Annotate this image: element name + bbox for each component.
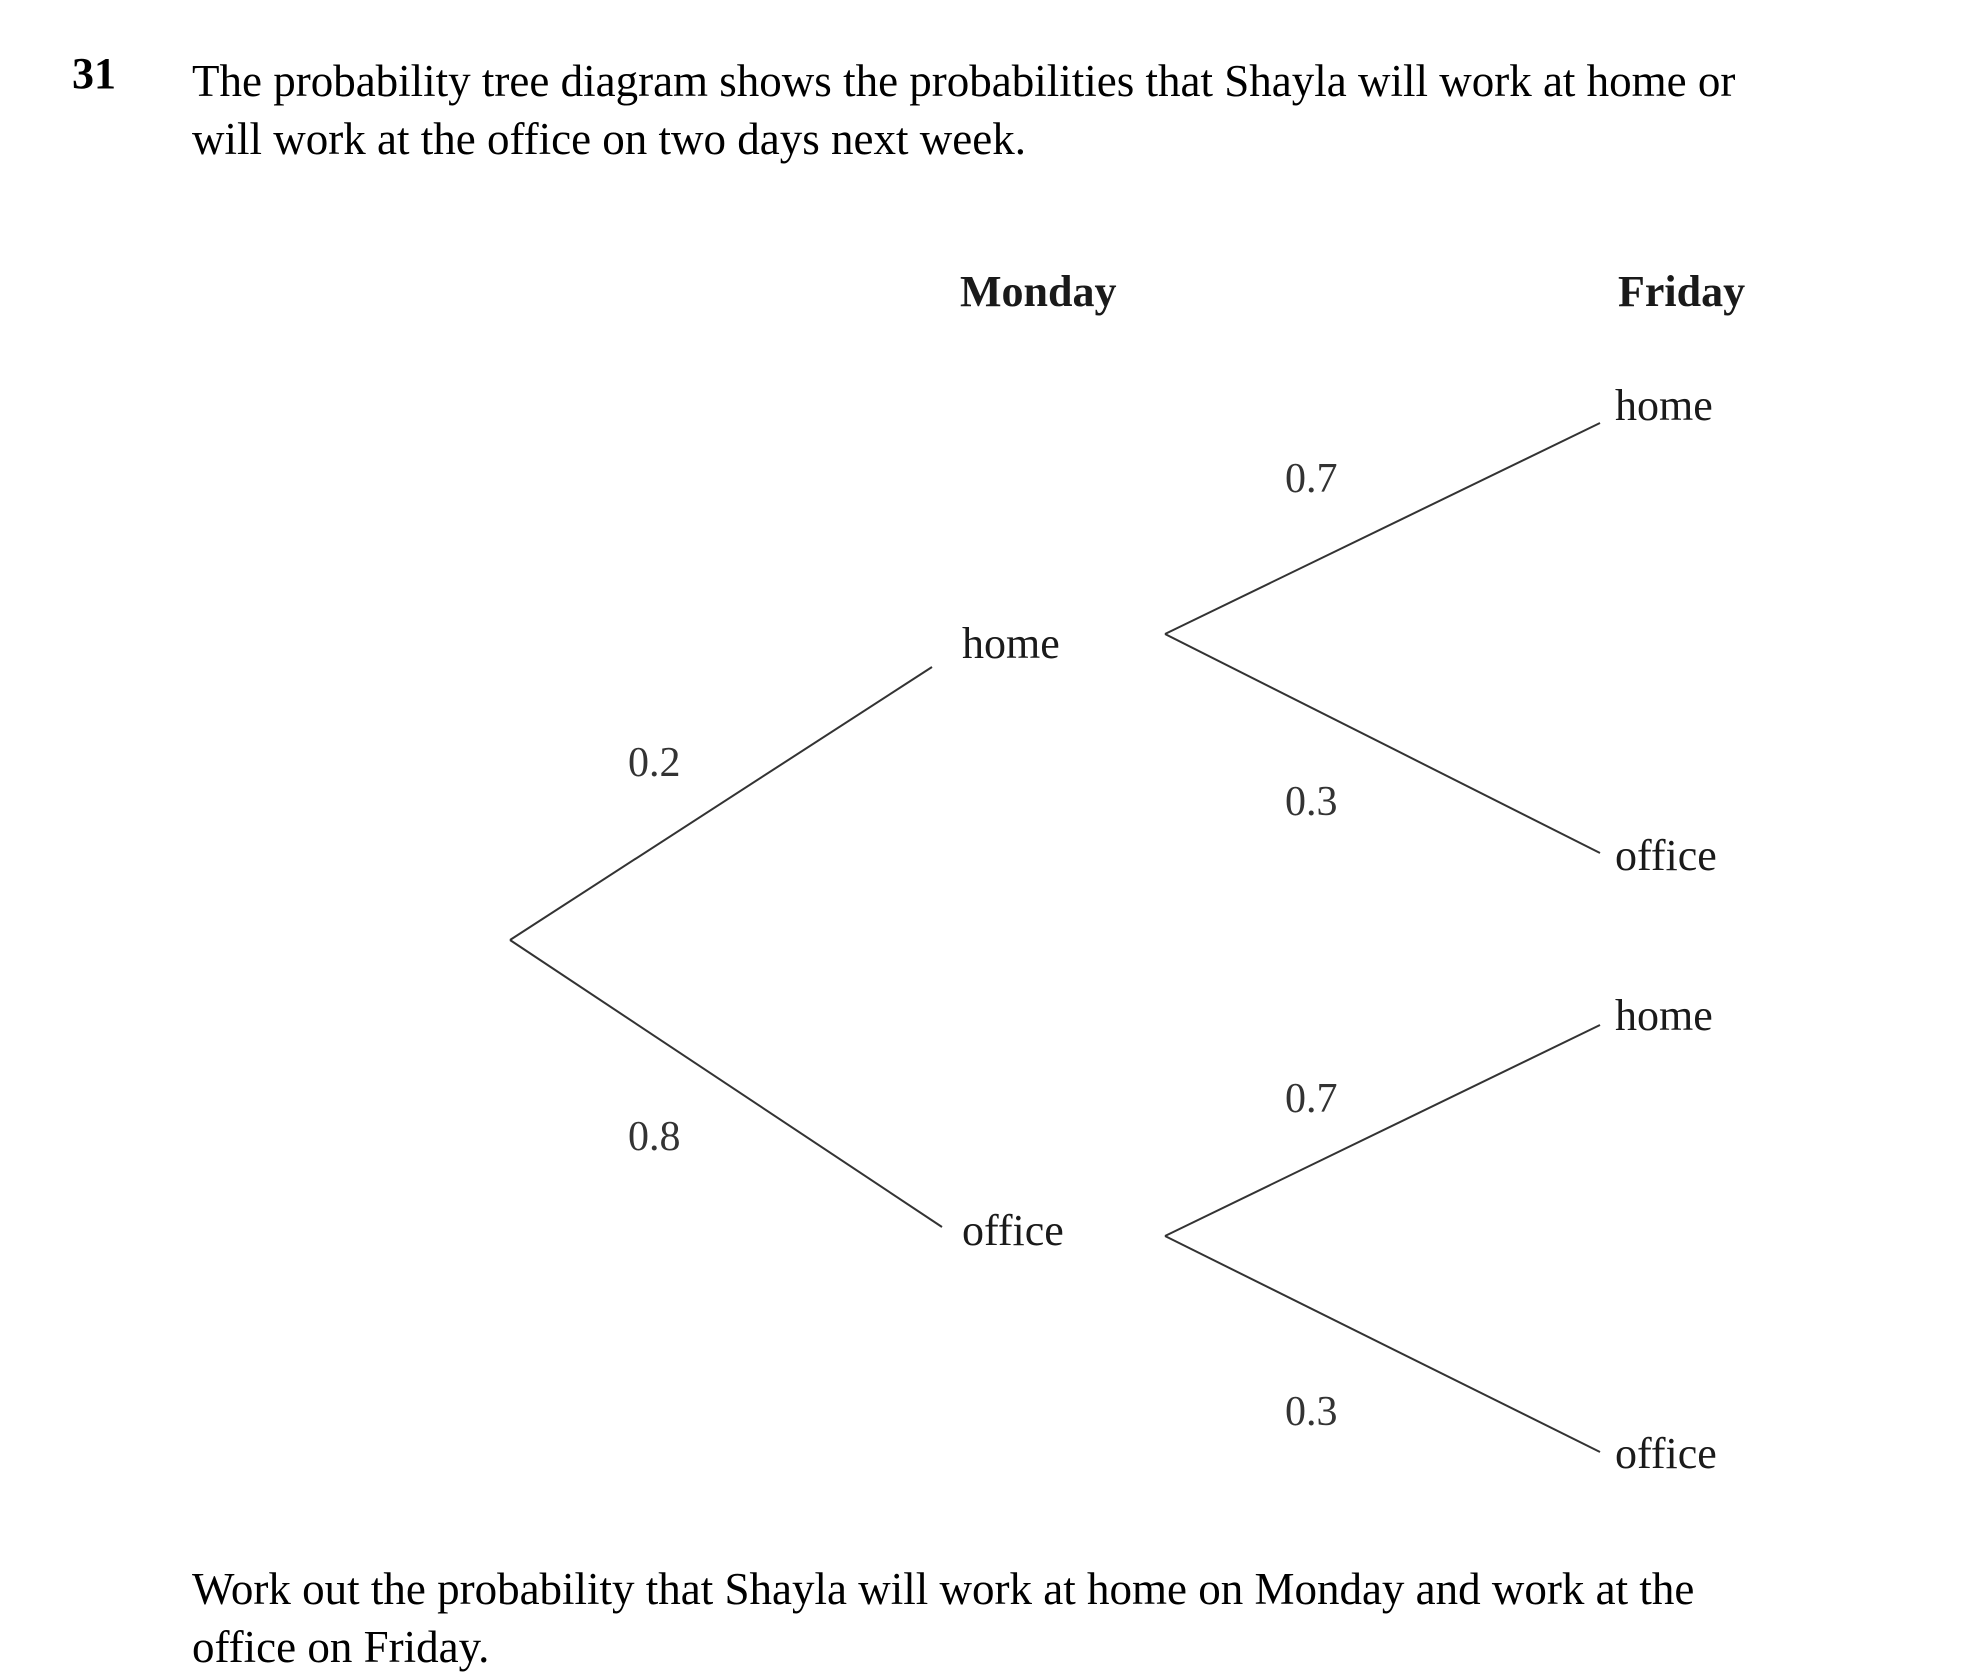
- node-friday-home-1: home: [1615, 381, 1713, 430]
- branch-monday-home: [510, 667, 932, 940]
- branch-office-friday-office: [1165, 1236, 1600, 1452]
- node-monday-home: home: [962, 619, 1060, 668]
- branch-monday-office: [510, 940, 942, 1227]
- branch-office-friday-home: [1165, 1025, 1600, 1236]
- node-friday-office-2: office: [1615, 1429, 1717, 1478]
- branch-home-friday-office: [1165, 634, 1600, 853]
- question-task-line-1: Work out the probability that Shayla will work at home on Monday and work at the: [192, 1564, 1695, 1614]
- question-task: [192, 1560, 1932, 1676]
- node-friday-office-1: office: [1615, 831, 1717, 880]
- node-friday-home-2: home: [1615, 991, 1713, 1040]
- question-number: 31: [72, 49, 116, 98]
- prob-office-friday-office: 0.3: [1285, 1389, 1338, 1435]
- header-friday: Friday: [1618, 267, 1746, 316]
- prob-home-friday-home: 0.7: [1285, 456, 1338, 502]
- branch-home-friday-home: [1165, 423, 1600, 634]
- header-monday: Monday: [960, 267, 1117, 316]
- prob-monday-office: 0.8: [628, 1114, 681, 1160]
- node-monday-office: office: [962, 1206, 1064, 1255]
- prob-office-friday-home: 0.7: [1285, 1076, 1338, 1122]
- question-intro-line-2: will work at the office on two days next week.: [192, 114, 1026, 164]
- question-intro-line-1: The probability tree diagram shows the probabilities that Shayla will work at home or: [192, 56, 1736, 106]
- prob-monday-home: 0.2: [628, 740, 681, 786]
- question-task-line-2: office on Friday.: [192, 1622, 490, 1672]
- prob-home-friday-office: 0.3: [1285, 779, 1338, 825]
